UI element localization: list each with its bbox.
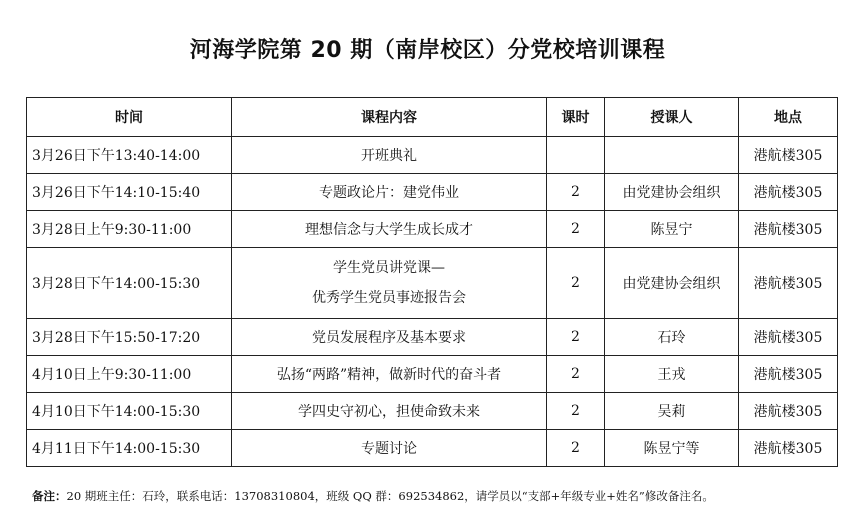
cell-hours: 2 [547, 211, 605, 248]
cell-hours [547, 137, 605, 174]
cell-hours: 2 [547, 319, 605, 356]
cell-content: 学四史守初心，担使命致未来 [232, 393, 547, 430]
cell-content: 专题讨论 [232, 430, 547, 467]
cell-hours: 2 [547, 356, 605, 393]
header-location: 地点 [739, 98, 838, 137]
cell-content: 弘扬“两路”精神，做新时代的奋斗者 [232, 356, 547, 393]
header-time: 时间 [27, 98, 232, 137]
table-row [27, 430, 838, 467]
cell-content: 理想信念与大学生成长成才 [232, 211, 547, 248]
table-header-row [27, 98, 838, 137]
page-title: 河海学院第 20 期（南岸校区）分党校培训课程 [189, 38, 666, 63]
table-row [27, 211, 838, 248]
cell-hours: 2 [547, 430, 605, 467]
cell-hours: 2 [547, 248, 605, 319]
cell-content-line-1: 学生党员讲党课— [333, 260, 445, 276]
cell-lecturer: 石玲 [605, 319, 739, 356]
cell-content-line-2: 优秀学生党员事迹报告会 [312, 290, 466, 306]
note-text: 20 期班主任：石玲，联系电话：13708310804，班级 QQ 群：692534862，请学员以“支部+年级专业+姓名”修改备注名。 [66, 489, 714, 503]
cell-lecturer [605, 137, 739, 174]
cell-hours: 2 [547, 393, 605, 430]
table-row [27, 356, 838, 393]
cell-time: 4月10日上午9:30-11:00 [27, 356, 232, 393]
cell-location: 港航楼305 [739, 211, 838, 248]
header-hours: 课时 [547, 98, 605, 137]
table-row [27, 248, 838, 319]
header-lecturer: 授课人 [605, 98, 739, 137]
table-row [27, 319, 838, 356]
header-content: 课程内容 [232, 98, 547, 137]
table-row [27, 393, 838, 430]
cell-lecturer: 吴莉 [605, 393, 739, 430]
cell-lecturer: 由党建协会组织 [605, 174, 739, 211]
cell-content [232, 248, 547, 319]
table-row [27, 174, 838, 211]
cell-hours: 2 [547, 174, 605, 211]
cell-lecturer: 王戎 [605, 356, 739, 393]
cell-time: 3月28日下午15:50-17:20 [27, 319, 232, 356]
course-schedule-table [26, 97, 838, 467]
cell-content: 开班典礼 [232, 137, 547, 174]
cell-lecturer: 陈昱宁 [605, 211, 739, 248]
cell-lecturer: 陈昱宁等 [605, 430, 739, 467]
cell-time: 3月28日下午14:00-15:30 [27, 248, 232, 319]
cell-location: 港航楼305 [739, 393, 838, 430]
cell-location: 港航楼305 [739, 430, 838, 467]
cell-time: 4月11日下午14:00-15:30 [27, 430, 232, 467]
cell-content: 党员发展程序及基本要求 [232, 319, 547, 356]
cell-time: 3月26日下午13:40-14:00 [27, 137, 232, 174]
cell-lecturer: 由党建协会组织 [605, 248, 739, 319]
cell-location: 港航楼305 [739, 319, 838, 356]
note-label: 备注： [32, 489, 67, 503]
cell-time: 4月10日下午14:00-15:30 [27, 393, 232, 430]
cell-time: 3月26日下午14:10-15:40 [27, 174, 232, 211]
cell-location: 港航楼305 [739, 137, 838, 174]
footer-note [32, 488, 842, 504]
table-row [27, 137, 838, 174]
cell-location: 港航楼305 [739, 248, 838, 319]
cell-content: 专题政论片：建党伟业 [232, 174, 547, 211]
cell-location: 港航楼305 [739, 174, 838, 211]
cell-time: 3月28日上午9:30-11:00 [27, 211, 232, 248]
cell-location: 港航楼305 [739, 356, 838, 393]
